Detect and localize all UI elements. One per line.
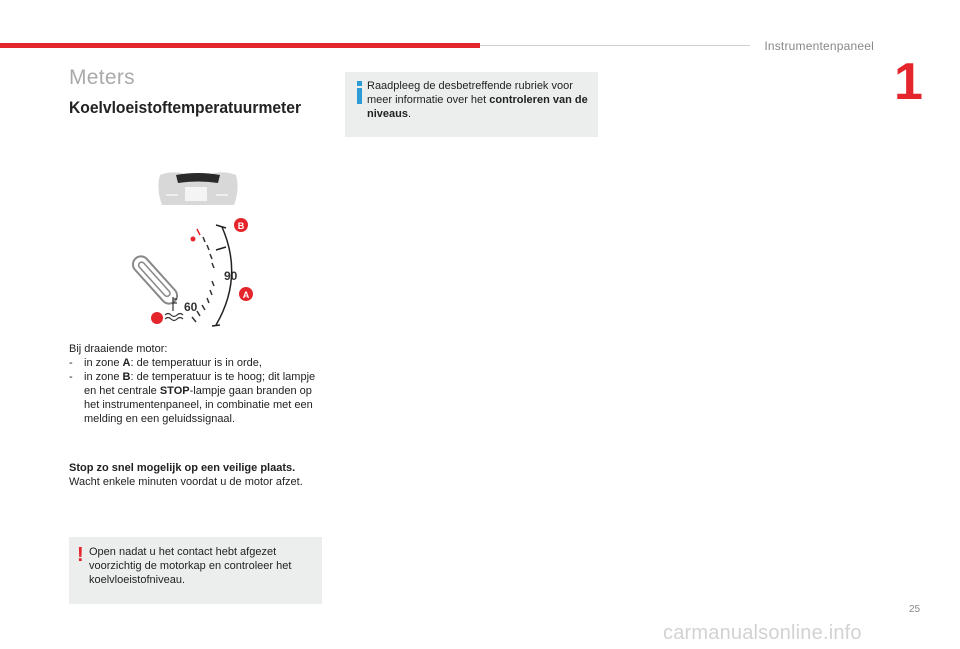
body-text <box>69 342 324 426</box>
warning-lamp-icon <box>151 312 163 324</box>
warning-note <box>69 537 322 604</box>
gauge-label-60: 60 <box>184 300 198 314</box>
info-note-text: Raadpleeg de desbetreffende rubriek voor meer informatie over het controleren van de niveaus. <box>367 80 588 120</box>
info-note <box>345 72 598 137</box>
zone-b-label: B <box>237 221 245 231</box>
stop-text: Wacht enkele minuten voordat u de motor afzet. <box>69 476 303 488</box>
instrument-cluster-icon <box>158 172 237 205</box>
gauge-label-90: 90 <box>224 269 238 283</box>
warning-note-text: Open nadat u het contact hebt afgezet voorzichtig de motorkap en controleer het koelvloeistofniveau. <box>89 546 292 586</box>
zone-a-label: A <box>242 290 250 300</box>
body-intro: Bij draaiende motor: <box>69 343 168 355</box>
info-icon <box>355 80 365 106</box>
page-title: Meters <box>69 66 135 89</box>
header-red-bar <box>0 43 480 48</box>
stop-instruction <box>69 461 329 489</box>
stop-bold-text: Stop zo snel mogelijk op een veilige plaats. <box>69 462 296 474</box>
page-subtitle: Koelvloeistoftemperatuurmeter <box>69 98 302 117</box>
chapter-number: 1 <box>894 53 923 111</box>
warning-exclamation-icon: ! <box>77 544 84 566</box>
watermark: carmanualsonline.info <box>663 622 862 644</box>
coolant-gauge-illustration <box>130 165 270 335</box>
page-number: 25 <box>909 604 921 615</box>
list-item-zone-b: - in zone B: de temperatuur is te hoog; dit lampje en het centrale STOP-lampje gaan branden op het instrumentenpaneel, in combinatie met een melding en een geluidssignaal. <box>69 371 316 425</box>
gauge-red-dot <box>191 237 196 242</box>
section-label: Instrumentenpaneel <box>764 39 874 53</box>
list-item-zone-a: - in zone A: de temperatuur is in orde, <box>69 357 262 369</box>
header-divider <box>480 45 750 46</box>
